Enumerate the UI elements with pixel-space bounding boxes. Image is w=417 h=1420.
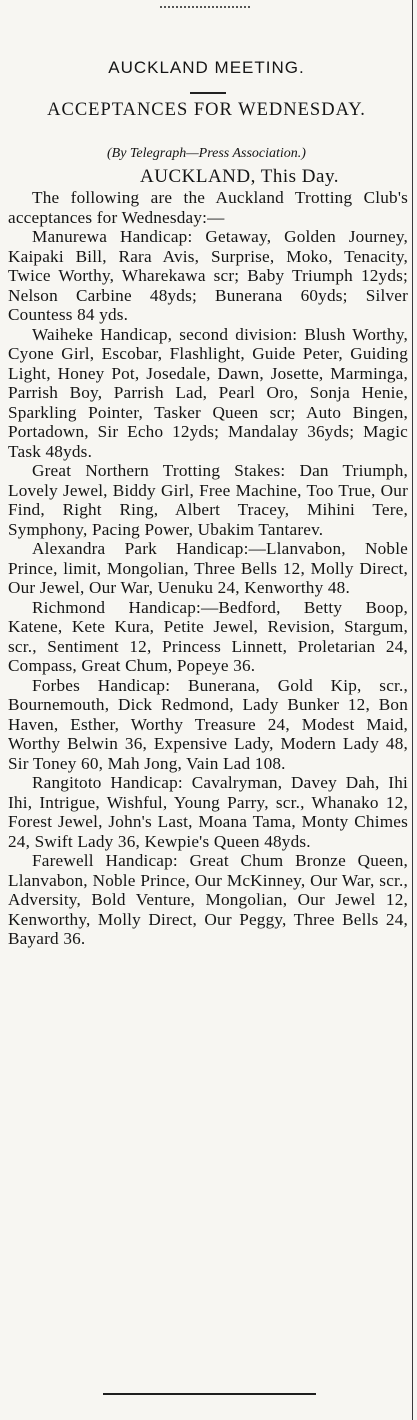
column-rule <box>412 0 413 1420</box>
article-title: ACCEPTANCES FOR WEDNESDAY. <box>47 100 366 120</box>
dateline: AUCKLAND, This Day. <box>140 166 339 187</box>
previous-article-fragment <box>160 0 250 8</box>
rangitoto-handicap-paragraph: Rangitoto Handicap: Cavalryman, Davey Dah, Ihi Ihi, Intrigue, Wishful, Young Parry, scr., Whanako 12, Forest Jewel, John's Last, Moana Tama, Monty Chimes 24, Swift Lady 36, Kewpie's Queen 48yds. <box>8 773 408 851</box>
source-credit: (By Telegraph—Press Association.) <box>107 146 306 161</box>
forbes-handicap-paragraph: Forbes Handicap: Bunerana, Gold Kip, scr., Bournemouth, Dick Redmond, Lady Bunker 12, Bon Haven, Esther, Worthy Treasure 24, Modest Maid, Worthy Belwin 36, Expensive Lady, Modern Lady 48, Sir Toney 60, Mah Jong, Vain Lad 108. <box>8 675 408 773</box>
manurewa-handicap-paragraph: Manurewa Handicap: Getaway, Golden Journey, Kaipaki Bill, Rara Avis, Surprise, Moko, Tenacity, Twice Worthy, Wharekawa scr; Baby Triumph 12yds; Nelson Carbine 48yds; Bunerana 60yds; Silver Countess 84 yds. <box>8 227 408 324</box>
short-divider <box>190 92 226 94</box>
alexandra-park-handicap-paragraph: Alexandra Park Handicap:—Llanvabon, Noble Prince, limit, Mongolian, Three Bells 12, Molly Direct, Our Jewel, Our War, Uenuku 24, Kenworthy 48. <box>8 539 408 597</box>
richmond-handicap-paragraph: Richmond Handicap:—Bedford, Betty Boop, Katene, Kete Kura, Petite Jewel, Revision, Stargum, scr., Sentiment 12, Princess Linnett, Proletarian 24, Compass, Great Chum, Popeye 36. <box>8 597 408 675</box>
intro-paragraph: The following are the Auckland Trotting Club's acceptances for Wednesday:— <box>8 188 408 227</box>
waiheke-handicap-paragraph: Waiheke Handicap, second division: Blush Worthy, Cyone Girl, Escobar, Flashlight, Guide Peter, Guiding Light, Honey Pot, Josedale, Dawn, Josette, Marminga, Parrish Boy, Parrish Lad, Pearl Oro, Sonja Henie, Sparkling Pointer, Tasker Queen scr; Auto Bingen, Portadown, Sir Echo 12yds; Mandalay 36yds; Magic Task 48yds. <box>8 324 408 461</box>
farewell-handicap-paragraph: Farewell Handicap: Great Chum Bronze Queen, Llanvabon, Noble Prince, Our McKinney, Our War, scr., Adversity, Bold Venture, Mongolian, Our Jewel 12, Kenworthy, Molly Direct, Our Peggy, Three Bells 24, Bayard 36. <box>8 851 408 948</box>
meeting-heading: AUCKLAND MEETING. <box>108 58 305 77</box>
great-northern-stakes-paragraph: Great Northern Trotting Stakes: Dan Triumph, Lovely Jewel, Biddy Girl, Free Machine, Too True, Our Find, Right Ring, Albert Tracey, Mihini Tere, Symphony, Pacing Power, Ubakim Tantarev. <box>8 461 408 539</box>
end-divider <box>103 1393 316 1395</box>
article-body <box>8 188 408 949</box>
